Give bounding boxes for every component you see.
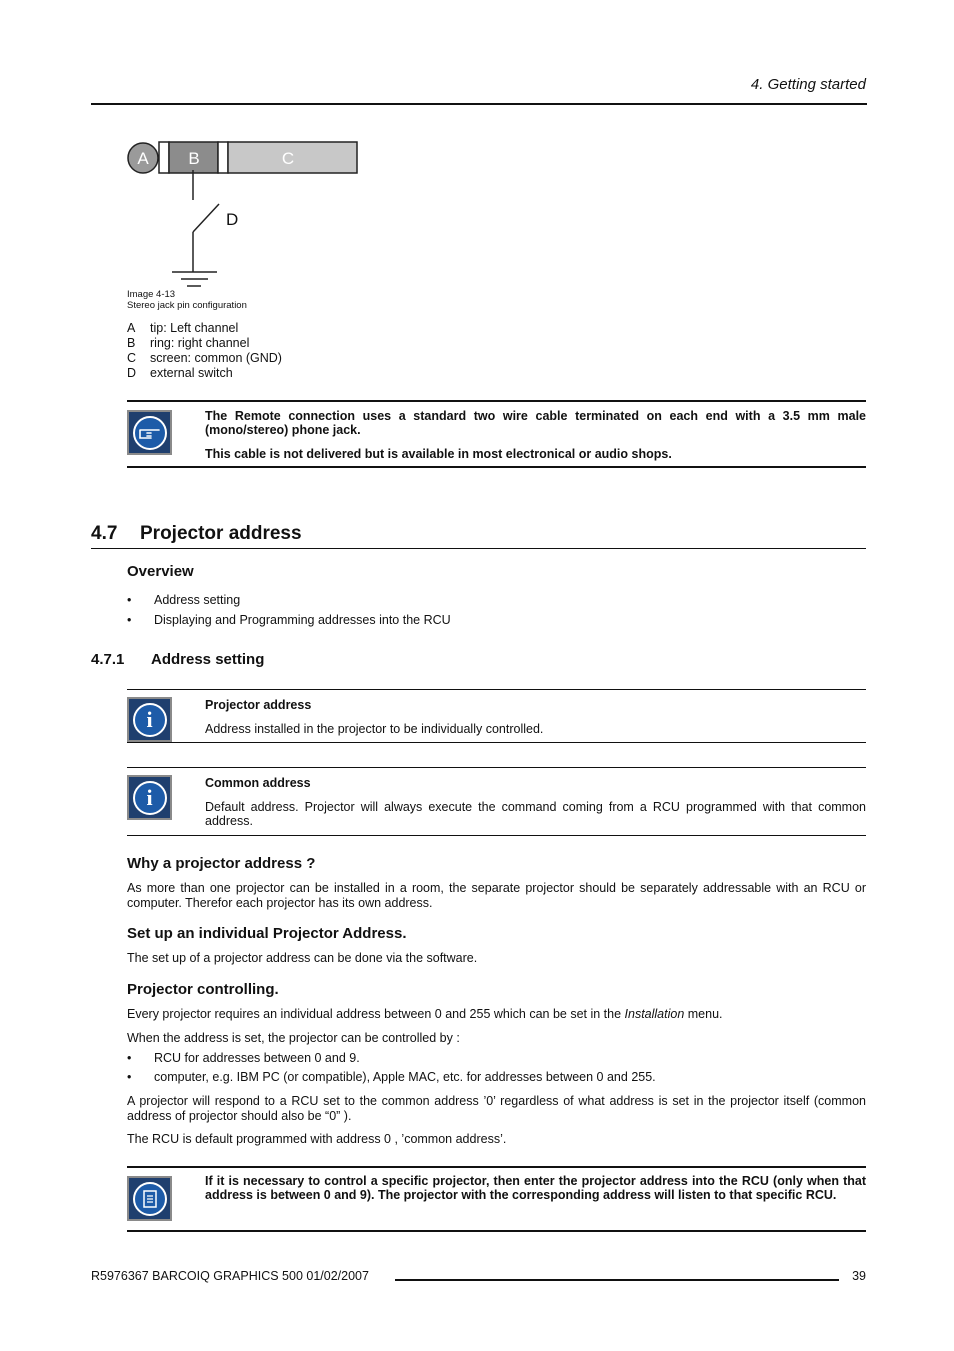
tip-note-line1: The Remote connection uses a standard two wire cable terminated on each end with a 3.5 mm male (mono/stereo) phone jack.	[205, 409, 866, 437]
legend-item: B ring: right channel	[127, 336, 250, 350]
jack-sleeve-insulator	[218, 142, 228, 173]
label-a: A	[137, 149, 149, 168]
section-rule	[91, 548, 866, 549]
info1-text	[205, 698, 866, 736]
info2-text	[205, 776, 866, 828]
controlling-text2: When the address is set, the projector can be controlled by :	[127, 1031, 460, 1045]
controlling-text3: A projector will respond to a RCU set to the common address ’0’ regardless of what address is set in the projector itself (common address of projector should also be “0” ).	[127, 1094, 866, 1123]
info-icon: i	[133, 703, 167, 737]
jack-ring-insulator	[159, 142, 169, 173]
chapter-header: 4. Getting started	[750, 76, 866, 93]
controlling-text1: Every projector requires an individual address between 0 and 255 which can be set in the Installation menu.	[127, 1007, 723, 1021]
info1-bottom-rule	[127, 742, 866, 743]
tip-note-icon-box	[127, 410, 172, 455]
subsection-title: 4.7.1 Address setting	[91, 651, 265, 668]
info2-top-rule	[127, 767, 866, 768]
label-b: B	[188, 149, 200, 168]
legend-item: A tip: Left channel	[127, 321, 239, 335]
note-icon	[133, 1182, 167, 1216]
label-d: D	[226, 210, 239, 229]
final-note-top-rule	[127, 1166, 866, 1168]
caption-title: Stereo jack pin configuration	[127, 300, 247, 311]
info2-body: Default address. Projector will always execute the command coming from a RCU programmed with that common address.	[205, 800, 866, 828]
stereo-jack-diagram	[126, 140, 366, 290]
footer-doc-id: R5976367 BARCOIQ GRAPHICS 500 01/02/2007	[91, 1269, 369, 1283]
figure-legend	[127, 321, 282, 381]
header-rule	[91, 103, 867, 105]
final-note-bottom-rule	[127, 1230, 866, 1232]
note-top-rule	[127, 400, 866, 402]
list-item: • computer, e.g. IBM PC (or compatible), Apple MAC, etc. for addresses between 0 and 255.	[127, 1070, 656, 1084]
legend-item: C screen: common (GND)	[127, 351, 282, 365]
info1-body: Address installed in the projector to be individually controlled.	[205, 722, 544, 736]
info-icon: i	[133, 781, 167, 815]
tip-note-line2: This cable is not delivered but is available in most electronical or audio shops.	[205, 447, 672, 461]
list-item: • Displaying and Programming addresses into the RCU	[127, 613, 451, 627]
list-item: • RCU for addresses between 0 and 9.	[127, 1051, 360, 1065]
legend-item: D external switch	[127, 366, 233, 380]
info2-title: Common address	[205, 776, 311, 790]
final-note-text: If it is necessary to control a specific projector, then enter the projector address into the RCU (only when that address is between 0 and 9). The projector with the corresponding address will listen to that specific RCU.	[205, 1174, 866, 1202]
info1-top-rule	[127, 689, 866, 690]
why-text: As more than one projector can be installed in a room, the separate projector should be separately addressable with an RCU or computer. Therefor each projector has its own address.	[127, 881, 866, 910]
label-c: C	[281, 149, 295, 168]
tip-note-text	[205, 409, 866, 461]
list-item: • Address setting	[127, 593, 241, 607]
footer-rule	[395, 1279, 839, 1281]
why-heading: Why a projector address ?	[127, 855, 316, 872]
overview-heading: Overview	[127, 563, 194, 580]
page-number: 39	[852, 1269, 866, 1283]
switch-blade	[193, 204, 219, 232]
controlling-text4: The RCU is default programmed with address 0 , ’common address’.	[127, 1132, 507, 1146]
section-title: 4.7 Projector address	[91, 523, 302, 544]
info2-icon-box	[127, 775, 172, 820]
note-bottom-rule	[127, 466, 866, 468]
setup-text: The set up of a projector address can be done via the software.	[127, 951, 478, 965]
controlling-heading: Projector controlling.	[127, 981, 279, 998]
info2-bottom-rule	[127, 835, 866, 836]
figure-caption	[127, 289, 247, 311]
setup-heading: Set up an individual Projector Address.	[127, 925, 407, 942]
info1-title: Projector address	[205, 698, 312, 712]
final-note-icon-box	[127, 1176, 172, 1221]
info1-icon-box	[127, 697, 172, 742]
pointing-hand-icon	[133, 416, 167, 450]
caption-number: Image 4-13	[127, 289, 176, 300]
